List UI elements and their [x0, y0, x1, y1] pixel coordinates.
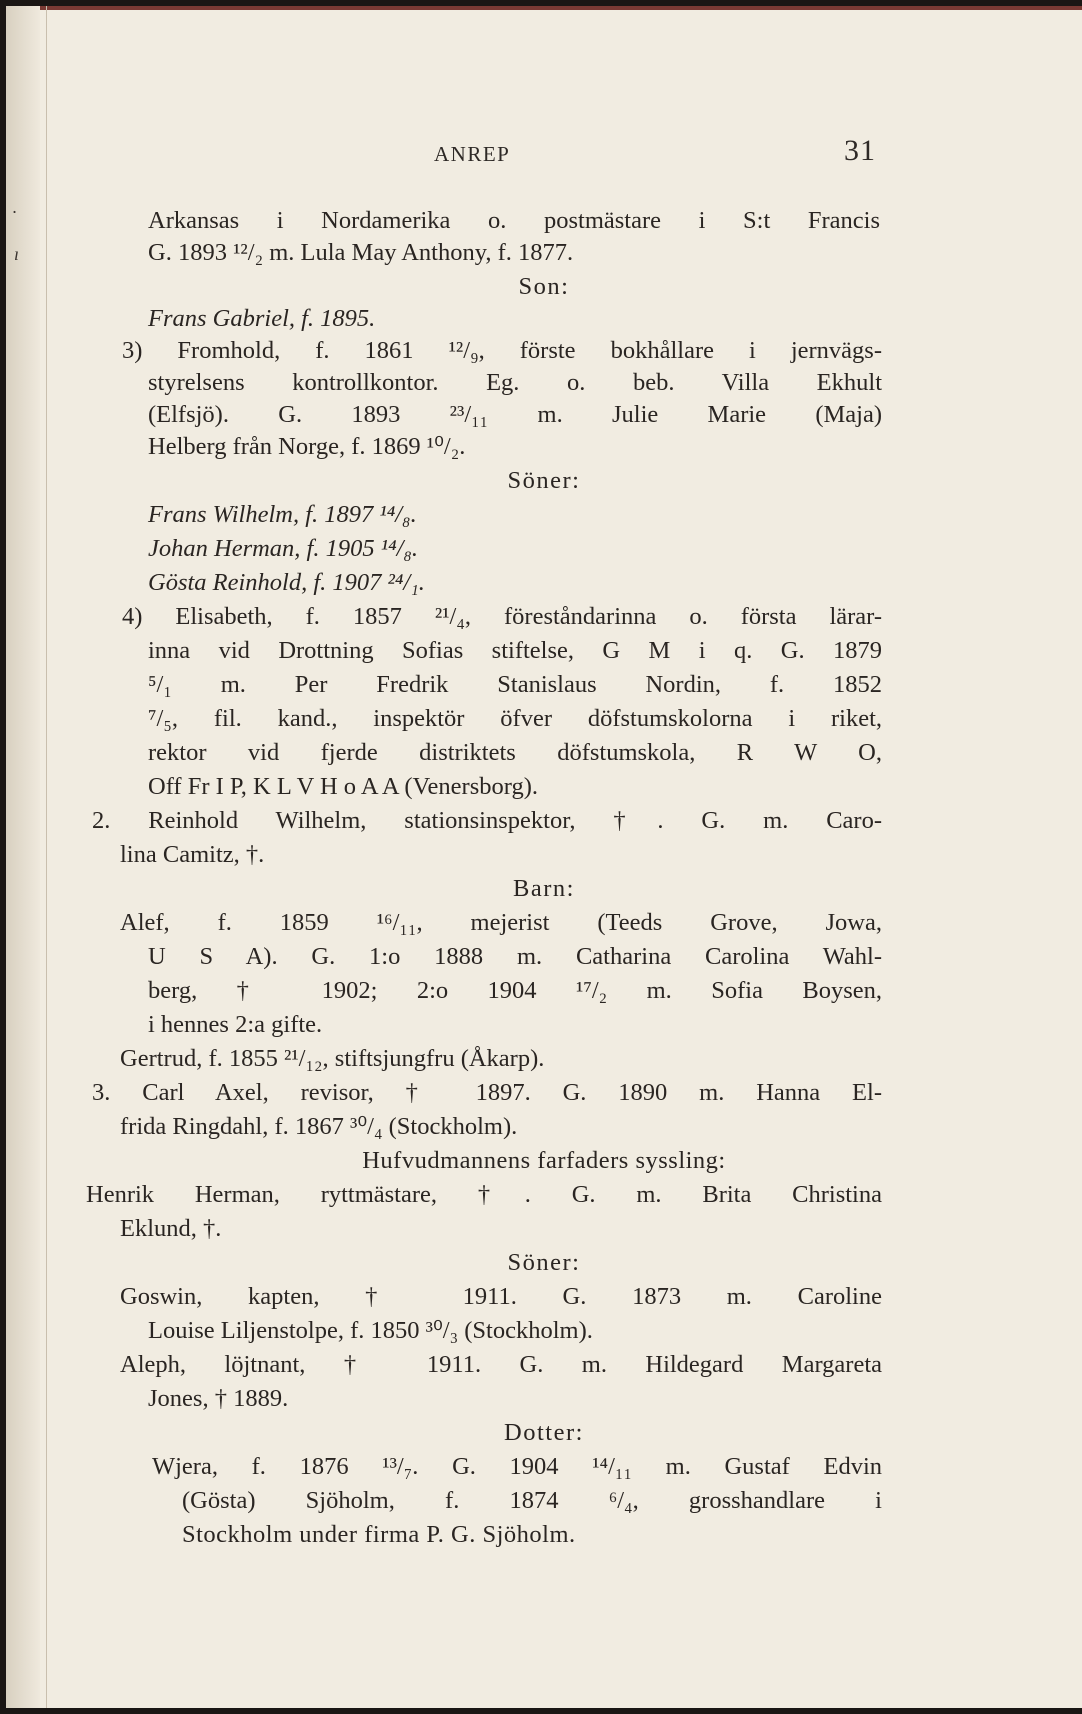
text-line: Helberg från Norge, f. 1869 ¹⁰/₂. [148, 433, 466, 460]
text-line: i hennes 2:a gifte. [148, 1011, 323, 1038]
text-line: ⁷/₅, fil. kand., inspektör öfver döfstumskolorna i riket, [148, 705, 882, 732]
text-line: Gertrud, f. 1855 ²¹/₁₂, stiftsjungfru (Åkarp). [120, 1045, 545, 1072]
text-line: (Elfsjö). G. 1893 ²³/₁₁ m. Julie Marie (Maja) [148, 401, 882, 428]
page-header [6, 134, 1082, 174]
text-line: Johan Herman, f. 1905 ¹⁴/₈. [148, 535, 419, 562]
text-line: Henrik Herman, ryttmästare, †. G. m. Brita Christina [86, 1181, 882, 1208]
page-gutter [6, 6, 40, 1708]
text-line: berg, † 1902; 2:o 1904 ¹⁷/₂ m. Sofia Boysen, [148, 977, 882, 1004]
text-line: Louise Liljenstolpe, f. 1850 ³⁰/₃ (Stockholm). [148, 1317, 593, 1344]
page-number: 31 [844, 134, 876, 167]
text-line: Gösta Reinhold, f. 1907 ²⁴/₁. [148, 569, 425, 596]
text-line: Arkansas i Nordamerika o. postmästare i S:t Francis [148, 207, 880, 234]
text-line: frida Ringdahl, f. 1867 ³⁰/₄ (Stockholm). [120, 1113, 518, 1140]
text-line: Jones, † 1889. [148, 1385, 289, 1412]
book-page [6, 6, 1082, 1708]
text-line: G. 1893 ¹²/₂ m. Lula May Anthony, f. 1877. [148, 239, 574, 266]
text-line: (Gösta) Sjöholm, f. 1874 ⁶/₄, grosshandlare i [182, 1487, 882, 1514]
text-line: U S A). G. 1:o 1888 m. Catharina Carolina Wahl- [148, 943, 882, 970]
text-line: styrelsens kontrollkontor. Eg. o. beb. Villa Ekhult [148, 369, 882, 396]
section-heading: Hufvudmannens farfaders syssling: [362, 1147, 726, 1174]
section-heading: Dotter: [504, 1419, 584, 1446]
text-line: ⁵/₁ m. Per Fredrik Stanislaus Nordin, f. 1852 [148, 671, 882, 698]
text-line: Eklund, †. [120, 1215, 222, 1242]
text-line: 2. Reinhold Wilhelm, stationsinspektor, †. G. m. Caro- [92, 807, 882, 834]
running-title: ANREP [434, 142, 511, 166]
page-top-edge [6, 6, 1082, 10]
text-line: lina Camitz, †. [120, 841, 265, 868]
margin-mark: · [12, 202, 17, 222]
text-line: Off Fr I P, K L V H o A A (Venersborg). [148, 773, 538, 800]
text-line: Aleph, löjtnant, † 1911. G. m. Hildegard Margareta [120, 1351, 882, 1378]
section-heading: Son: [518, 273, 570, 300]
text-line: Alef, f. 1859 ¹⁶/₁₁, mejerist (Teeds Grove, Jowa, [120, 909, 882, 936]
gutter-fold-line [46, 6, 47, 1708]
section-heading: Söner: [507, 1249, 581, 1276]
text-line: Goswin, kapten, † 1911. G. 1873 m. Caroline [120, 1283, 882, 1310]
text-line: Wjera, f. 1876 ¹³/₇. G. 1904 ¹⁴/₁₁ m. Gustaf Edvin [152, 1453, 882, 1480]
section-heading: Barn: [513, 875, 575, 902]
section-heading: Söner: [507, 467, 581, 494]
margin-mark: ı [14, 244, 20, 264]
text-line: inna vid Drottning Sofias stiftelse, G M i q. G. 1879 [148, 637, 882, 664]
text-line: Frans Wilhelm, f. 1897 ¹⁴/₈. [148, 501, 417, 528]
text-line: Frans Gabriel, f. 1895. [148, 305, 376, 332]
text-line: Stockholm under firma P. G. Sjöholm. [182, 1521, 576, 1548]
text-line: 3. Carl Axel, revisor, † 1897. G. 1890 m. Hanna El- [92, 1079, 882, 1106]
text-line: 3) Fromhold, f. 1861 ¹²/₉, förste bokhållare i jernvägs- [122, 337, 882, 364]
text-line: 4) Elisabeth, f. 1857 ²¹/₄, föreståndarinna o. första lärar- [122, 603, 882, 630]
text-line: rektor vid fjerde distriktets döfstumskola, R W O, [148, 739, 882, 766]
